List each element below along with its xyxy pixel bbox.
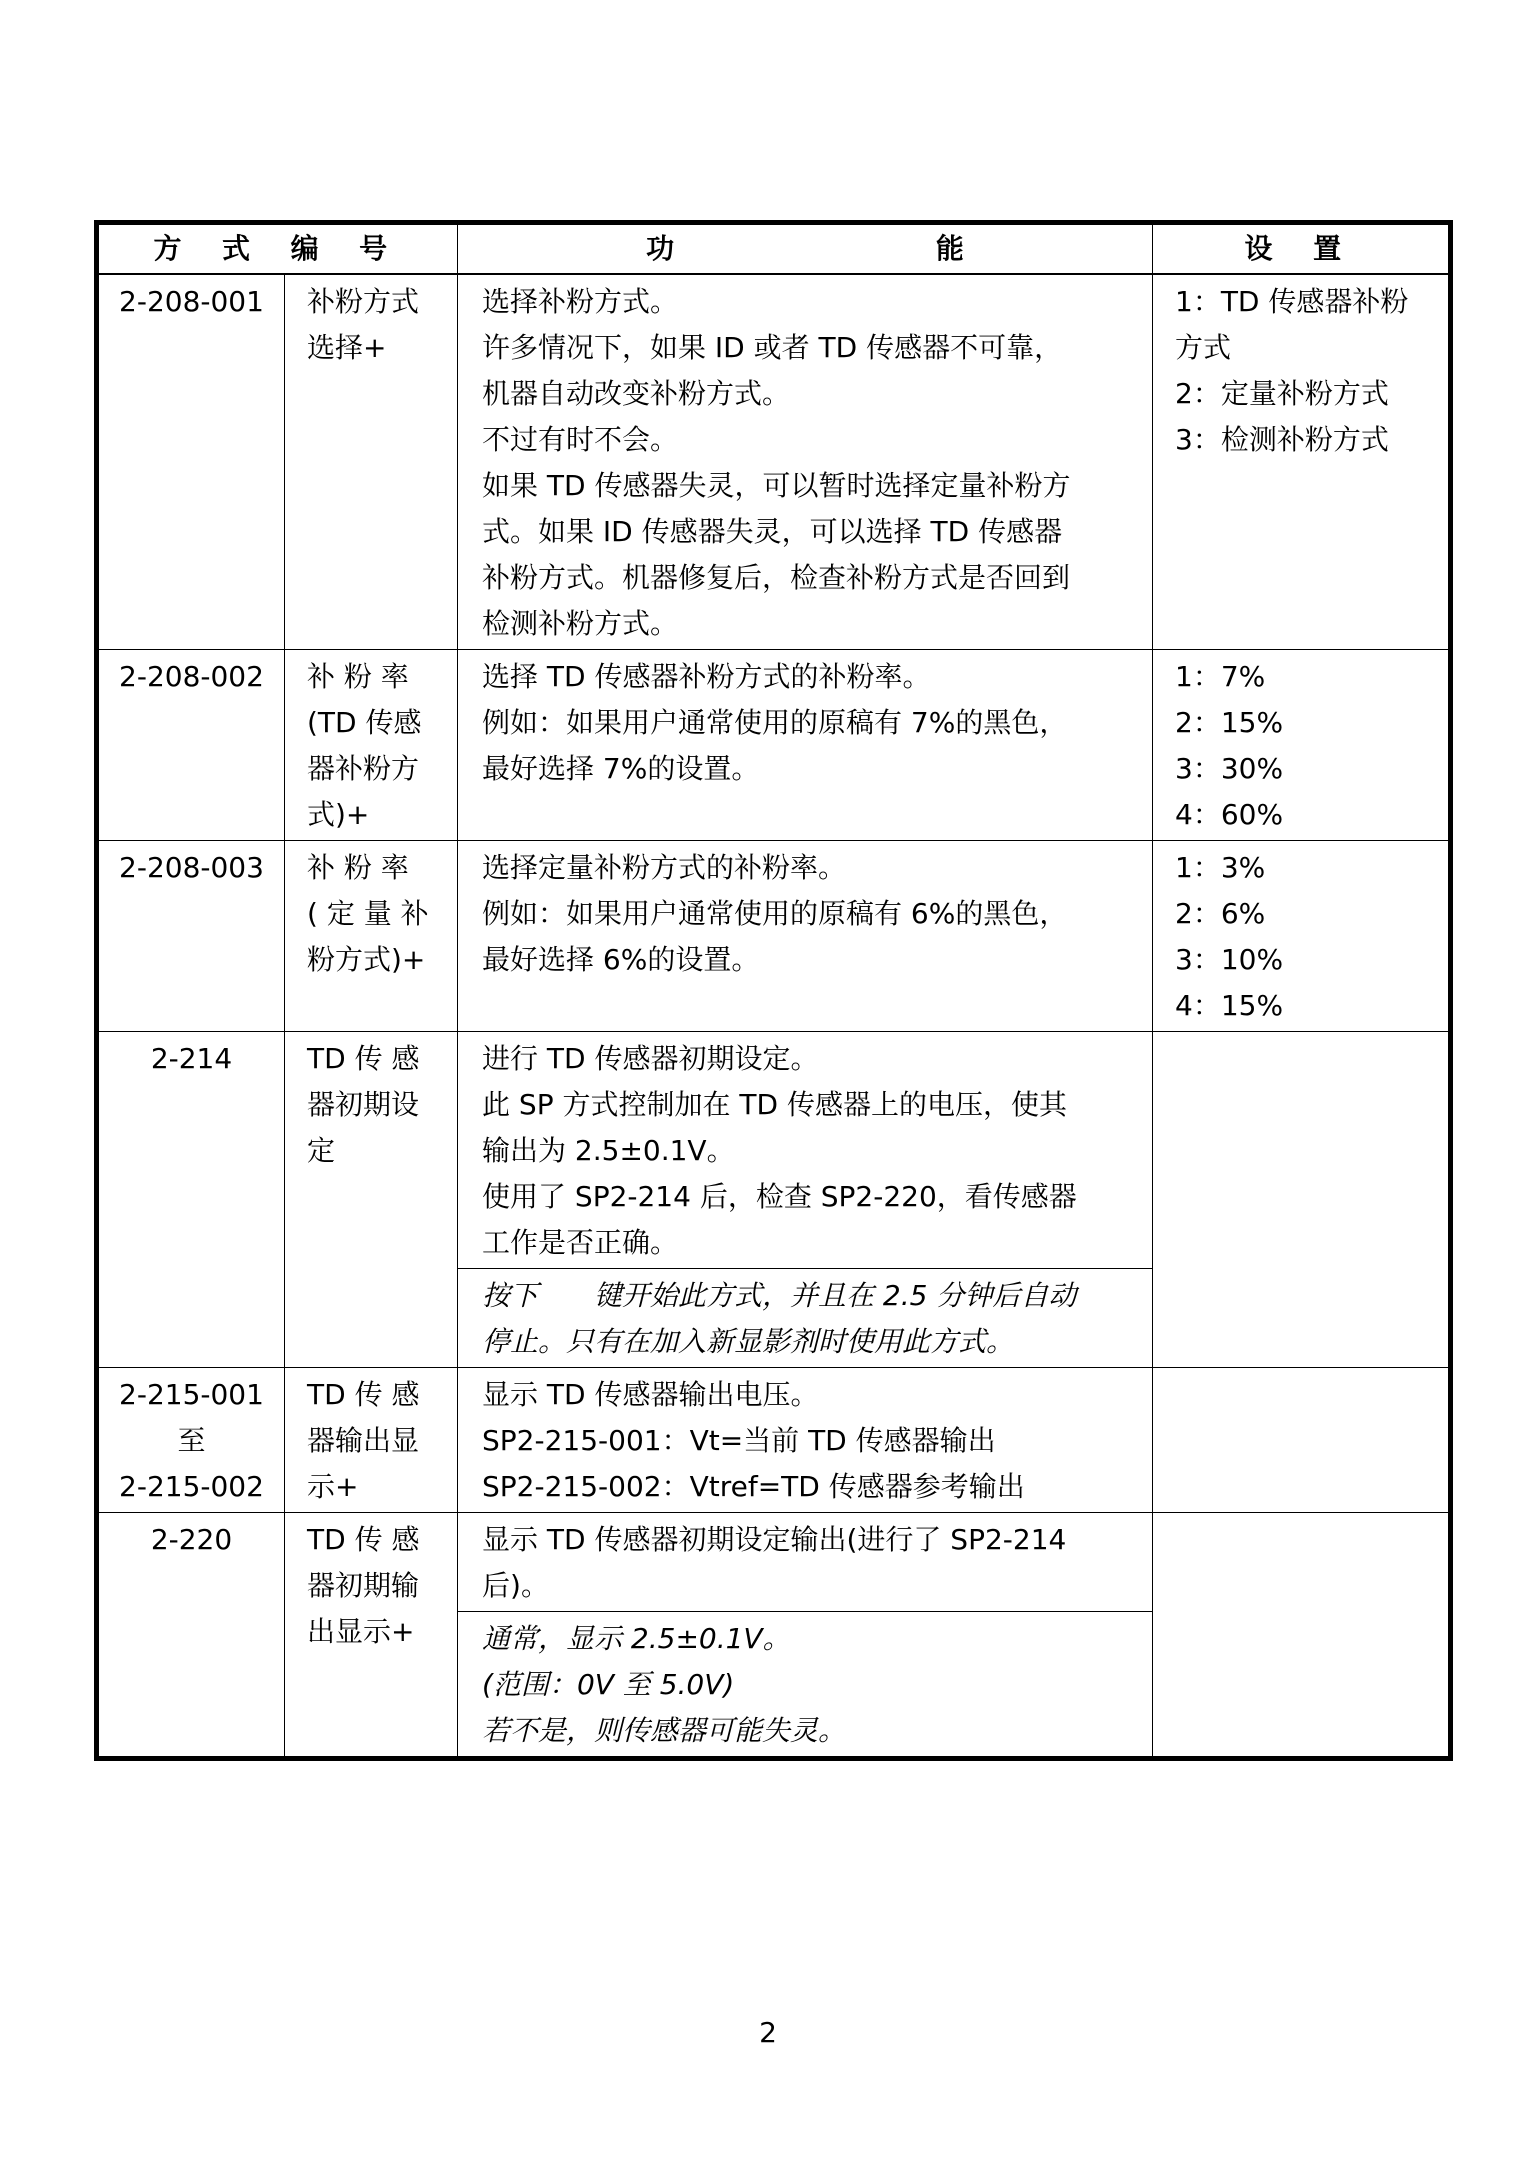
sp-code: 至 bbox=[177, 1424, 206, 1457]
sp-function-cell bbox=[458, 650, 1153, 841]
function-note bbox=[458, 1611, 1152, 1756]
table-row bbox=[97, 274, 1451, 650]
sp-name-line: 定 bbox=[307, 1134, 336, 1167]
function-text bbox=[458, 841, 1152, 985]
function-text bbox=[458, 650, 1152, 794]
function-line: 工作是否正确。 bbox=[482, 1226, 679, 1259]
sp-code: 2-214 bbox=[150, 1042, 233, 1075]
sp-name-line: 式)+ bbox=[307, 798, 370, 831]
function-note bbox=[458, 1268, 1152, 1367]
setting-line: 3：10% bbox=[1175, 943, 1284, 976]
function-line: 显示 TD 传感器输出电压。 bbox=[482, 1378, 819, 1411]
function-line: 若不是，则传感器可能失灵。 bbox=[482, 1714, 847, 1747]
sp-code: 2-215-001 bbox=[119, 1378, 264, 1411]
sp-code-cell bbox=[97, 650, 285, 841]
function-line: 通常，显示 2.5±0.1V。 bbox=[482, 1622, 791, 1655]
setting-line: 2：定量补粉方式 bbox=[1175, 377, 1389, 410]
sp-name-line: 补 粉 率 bbox=[307, 851, 409, 884]
setting-line: 2：6% bbox=[1175, 897, 1266, 930]
table-row bbox=[97, 1368, 1451, 1513]
function-line: 停止。只有在加入新显影剂时使用此方式。 bbox=[482, 1325, 1015, 1358]
setting-line: 1：7% bbox=[1175, 660, 1266, 693]
setting-line: 1：TD 传感器补粉 bbox=[1175, 285, 1409, 318]
sp-setting-cell bbox=[1153, 274, 1451, 650]
function-line: 后)。 bbox=[482, 1569, 549, 1602]
function-line: 按下 键开始此方式，并且在 2.5 分钟后自动 bbox=[482, 1279, 1077, 1312]
sp-name-cell bbox=[285, 1368, 458, 1513]
sp-name-line: 粉方式)+ bbox=[307, 943, 426, 976]
function-line: 显示 TD 传感器初期设定输出(进行了 SP2-214 bbox=[482, 1523, 1067, 1556]
function-line: 选择定量补粉方式的补粉率。 bbox=[482, 851, 847, 884]
header-code: 方 式 编 号 bbox=[97, 223, 458, 275]
table-header-row bbox=[97, 223, 1451, 275]
setting-line: 2：15% bbox=[1175, 706, 1284, 739]
setting-line: 方式 bbox=[1175, 331, 1232, 364]
function-line: 许多情况下，如果 ID 或者 TD 传感器不可靠， bbox=[482, 331, 1063, 364]
sp-code-cell bbox=[97, 1368, 285, 1513]
sp-function-cell bbox=[458, 1032, 1153, 1368]
sp-code: 2-208-001 bbox=[119, 285, 264, 318]
function-line: 最好选择 7%的设置。 bbox=[482, 752, 760, 785]
function-text bbox=[458, 1513, 1152, 1611]
function-line: 检测补粉方式。 bbox=[482, 607, 679, 640]
function-line: 不过有时不会。 bbox=[482, 423, 679, 456]
function-text bbox=[458, 1368, 1152, 1512]
header-setting: 设 置 bbox=[1153, 223, 1451, 275]
function-text bbox=[458, 275, 1152, 649]
function-line: 机器自动改变补粉方式。 bbox=[482, 377, 791, 410]
sp-function-cell bbox=[458, 274, 1153, 650]
function-line: SP2-215-002：Vtref=TD 传感器参考输出 bbox=[482, 1470, 1025, 1503]
sp-name-cell bbox=[285, 841, 458, 1032]
function-line: 例如：如果用户通常使用的原稿有 6%的黑色， bbox=[482, 897, 1068, 930]
sp-name-line: 出显示+ bbox=[307, 1615, 415, 1648]
table-row bbox=[97, 1513, 1451, 1759]
sp-name-line: TD 传 感 bbox=[307, 1042, 420, 1075]
sp-setting-cell bbox=[1153, 841, 1451, 1032]
function-line: 如果 TD 传感器失灵，可以暂时选择定量补粉方 bbox=[482, 469, 1071, 502]
sp-name-line: 示+ bbox=[307, 1470, 359, 1503]
setting-line: 3：30% bbox=[1175, 752, 1284, 785]
sp-function-cell bbox=[458, 1513, 1153, 1759]
function-line: 选择 TD 传感器补粉方式的补粉率。 bbox=[482, 660, 931, 693]
function-line: 选择补粉方式。 bbox=[482, 285, 679, 318]
sp-code: 2-208-003 bbox=[119, 851, 264, 884]
sp-code-cell bbox=[97, 1032, 285, 1368]
header-function: 功 能 bbox=[458, 223, 1153, 275]
sp-code: 2-208-002 bbox=[119, 660, 264, 693]
sp-code-cell bbox=[97, 274, 285, 650]
function-line: (范围：0V 至 5.0V) bbox=[482, 1668, 735, 1701]
sp-name-line: 器补粉方 bbox=[307, 752, 420, 785]
sp-name-line: 补粉方式 bbox=[307, 285, 420, 318]
function-line: SP2-215-001：Vt=当前 TD 传感器输出 bbox=[482, 1424, 996, 1457]
sp-name-line: TD 传 感 bbox=[307, 1523, 420, 1556]
setting-line: 3：检测补粉方式 bbox=[1175, 423, 1389, 456]
sp-name-line: ( 定 量 补 bbox=[307, 897, 429, 930]
function-line: 输出为 2.5±0.1V。 bbox=[482, 1134, 735, 1167]
sp-setting-cell bbox=[1153, 1032, 1451, 1368]
setting-line: 1：3% bbox=[1175, 851, 1266, 884]
sp-name-cell bbox=[285, 650, 458, 841]
sp-name-cell bbox=[285, 1513, 458, 1759]
sp-name-line: 器初期输 bbox=[307, 1569, 420, 1602]
function-line: 此 SP 方式控制加在 TD 传感器上的电压，使其 bbox=[482, 1088, 1067, 1121]
page-number: 2 bbox=[759, 2016, 777, 2049]
sp-setting-cell bbox=[1153, 1368, 1451, 1513]
sp-name-cell bbox=[285, 1032, 458, 1368]
sp-name-line: (TD 传感 bbox=[307, 706, 422, 739]
sp-code: 2-220 bbox=[150, 1523, 233, 1556]
setting-line: 4：60% bbox=[1175, 798, 1284, 831]
sp-function-cell bbox=[458, 841, 1153, 1032]
sp-name-cell bbox=[285, 274, 458, 650]
function-line: 最好选择 6%的设置。 bbox=[482, 943, 760, 976]
function-line: 补粉方式。机器修复后，检查补粉方式是否回到 bbox=[482, 561, 1071, 594]
sp-name-line: TD 传 感 bbox=[307, 1378, 420, 1411]
sp-code-cell bbox=[97, 1513, 285, 1759]
function-line: 式。如果 ID 传感器失灵，可以选择 TD 传感器 bbox=[482, 515, 1063, 548]
sp-mode-table bbox=[94, 220, 1453, 1761]
sp-function-cell bbox=[458, 1368, 1153, 1513]
function-line: 使用了 SP2-214 后，检查 SP2-220，看传感器 bbox=[482, 1180, 1077, 1213]
sp-name-line: 补 粉 率 bbox=[307, 660, 409, 693]
sp-setting-cell bbox=[1153, 1513, 1451, 1759]
function-text bbox=[458, 1032, 1152, 1268]
function-line: 进行 TD 传感器初期设定。 bbox=[482, 1042, 819, 1075]
function-line: 例如：如果用户通常使用的原稿有 7%的黑色， bbox=[482, 706, 1068, 739]
sp-name-line: 选择+ bbox=[307, 331, 387, 364]
sp-code-cell bbox=[97, 841, 285, 1032]
sp-name-line: 器初期设 bbox=[307, 1088, 420, 1121]
table-row bbox=[97, 650, 1451, 841]
sp-name-line: 器输出显 bbox=[307, 1424, 420, 1457]
sp-code: 2-215-002 bbox=[119, 1470, 264, 1503]
table-row bbox=[97, 841, 1451, 1032]
table-row bbox=[97, 1032, 1451, 1368]
setting-line: 4：15% bbox=[1175, 989, 1284, 1022]
sp-setting-cell bbox=[1153, 650, 1451, 841]
